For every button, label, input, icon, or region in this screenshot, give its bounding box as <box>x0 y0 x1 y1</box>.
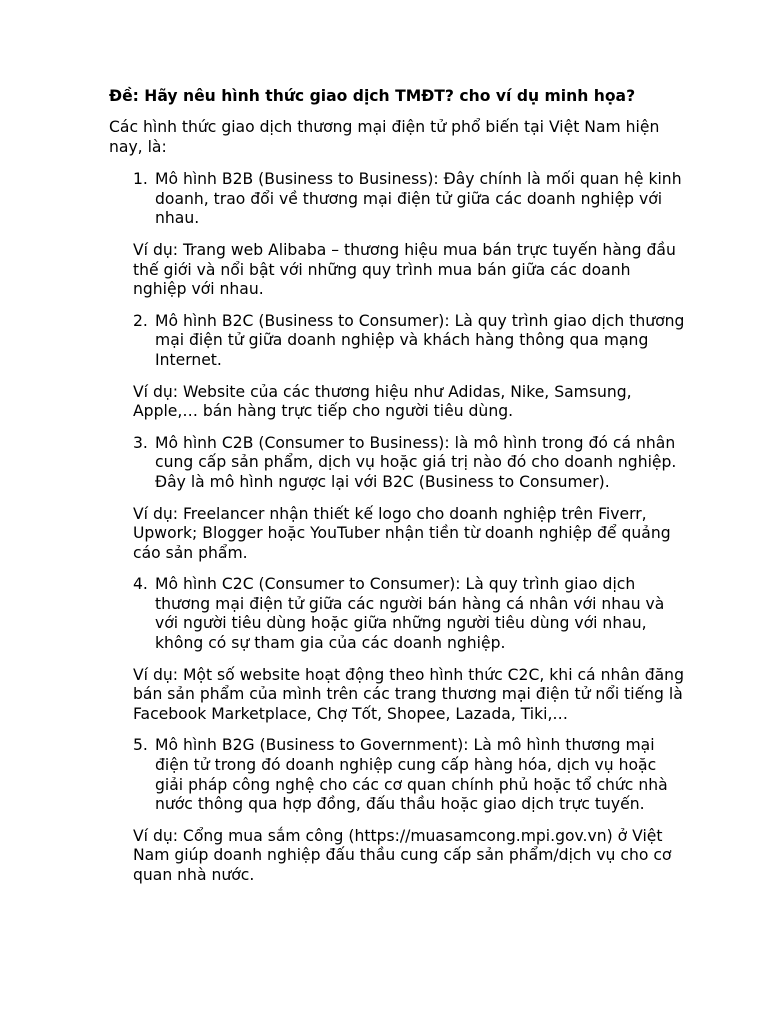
intro-paragraph: Các hình thức giao dịch thương mại điện tử phổ biến tại Việt Nam hiện nay, là: <box>109 118 660 156</box>
list-item-b2c <box>133 312 687 371</box>
example-b2g: Ví dụ: Cổng mua sắm công (https://muasamcong.mpi.gov.vn) ở Việt Nam giúp doanh nghiệp đấu thầu cung cấp sản phẩm/dịch vụ cho cơ quan nhà nước. <box>133 826 672 884</box>
list-item-c2c <box>133 575 687 653</box>
example-c2c: Ví dụ: Một số website hoạt động theo hình thức C2C, khi cá nhân đăng bán sản phẩm của mình trên các trang thương mại điện tử nổi tiếng là Facebook Marketplace, Chợ Tốt, Shopee, Lazada, Tiki,… <box>133 665 684 723</box>
list-item-text: Mô hình C2B (Consumer to Business): là mô hình trong đó cá nhân cung cấp sản phẩm, dịch vụ hoặc giá trị nào đó cho doanh nghiệp. Đây là mô hình ngược lại với B2C (Business to Consumer). <box>155 433 677 491</box>
document-page <box>109 86 687 898</box>
list-item-text: Mô hình B2C (Business to Consumer): Là quy trình giao dịch thương mại điện tử giữa doanh nghiệp và khách hàng thông qua mạng Internet. <box>155 311 685 369</box>
list-item-text: Mô hình C2C (Consumer to Consumer): Là quy trình giao dịch thương mại điện tử giữa các người bán hàng cá nhân với nhau và với người tiêu dùng hoặc giữa những người tiêu dùng với nhau, không có sự tham gia của các doanh nghiệp. <box>155 575 665 653</box>
list-item-number: 2. <box>133 311 148 330</box>
list-item-number: 3. <box>133 433 148 452</box>
list-item-text: Mô hình B2B (Business to Business): Đây chính là mối quan hệ kinh doanh, trao đổi về thương mại điện tử giữa các doanh nghiệp với nhau. <box>155 170 682 228</box>
list-item-number: 1. <box>133 170 148 189</box>
list-item-c2b <box>133 434 687 493</box>
list-item-text: Mô hình B2G (Business to Government): Là mô hình thương mại điện tử trong đó doanh nghiệp cung cấp hàng hóa, dịch vụ hoặc giải pháp công nghệ cho các cơ quan chính phủ hoặc tổ chức nhà nước thông qua hợp đồng, đấu thầu hoặc giao dịch trực tuyến. <box>155 736 668 814</box>
list-item-b2b <box>133 170 687 229</box>
list-item-b2g <box>133 736 687 814</box>
document-title: Đề: Hãy nêu hình thức giao dịch TMĐT? cho ví dụ minh họa? <box>109 87 636 105</box>
example-c2b: Ví dụ: Freelancer nhận thiết kế logo cho doanh nghiệp trên Fiverr, Upwork; Blogger hoặc YouTuber nhận tiền từ doanh nghiệp để quảng cáo sản phẩm. <box>133 504 671 562</box>
example-b2b: Ví dụ: Trang web Alibaba – thương hiệu mua bán trực tuyến hàng đầu thế giới và nổi bật với những quy trình mua bán giữa các doanh nghiệp với nhau. <box>133 240 676 299</box>
list-item-number: 5. <box>133 736 148 755</box>
example-b2c: Ví dụ: Website của các thương hiệu như Adidas, Nike, Samsung, Apple,… bán hàng trực tiếp cho người tiêu dùng. <box>133 382 632 421</box>
list-item-number: 4. <box>133 575 148 594</box>
